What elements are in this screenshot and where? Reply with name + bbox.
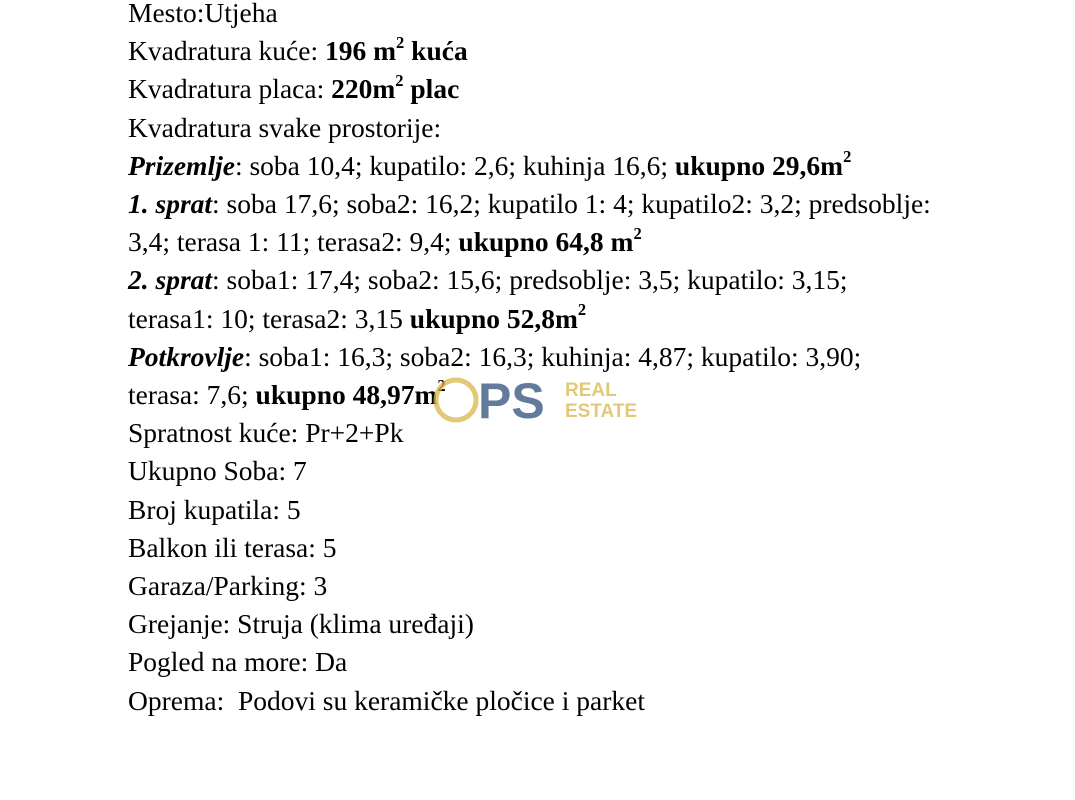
feature-sea-view: Pogled na more: Da bbox=[128, 646, 348, 678]
feature-floors: Spratnost kuće: Pr+2+Pk bbox=[128, 417, 404, 449]
floor-total-text: ukupno 52,8m bbox=[409, 302, 578, 334]
house-area-unit-exponent: 2 bbox=[396, 32, 405, 52]
house-area-suffix: kuća bbox=[404, 35, 468, 67]
floor-name: 2. sprat bbox=[128, 264, 213, 296]
floor-details: : soba1: 16,3; soba2: 16,3; kuhinja: 4,87; kupatilo: 3,90; terasa: 7,6; bbox=[128, 340, 862, 411]
feature-parking: Garaza/Parking: 3 bbox=[128, 570, 328, 602]
watermark-letters: PS bbox=[478, 373, 545, 428]
floor-ground bbox=[128, 147, 928, 185]
house-area-label: Kvadratura kuće: bbox=[128, 35, 325, 67]
floor-total-exponent: 2 bbox=[843, 147, 852, 167]
floor-attic bbox=[128, 338, 938, 414]
floor-total-exponent: 2 bbox=[437, 376, 446, 396]
floor-name: Prizemlje bbox=[128, 149, 235, 181]
floor-details: : soba 17,6; soba2: 16,2; kupatilo 1: 4; kupatilo2: 3,2; predsoblje: 3,4; terasa 1: 11; terasa2: 9,4; bbox=[128, 188, 931, 258]
floor-total-exponent: 2 bbox=[633, 223, 642, 243]
plot-area-line bbox=[128, 70, 1048, 108]
feature-heating: Grejanje: Struja (klima uređaji) bbox=[128, 608, 474, 640]
floor-first bbox=[128, 185, 943, 261]
house-area-value bbox=[325, 32, 468, 67]
house-area-line bbox=[128, 32, 1048, 70]
floor-total bbox=[458, 223, 642, 258]
location-label: Mesto: bbox=[128, 0, 205, 28]
rooms-heading: Kvadratura svake prostorije: bbox=[128, 111, 442, 143]
floor-name: 1. sprat bbox=[128, 188, 213, 220]
plot-area-suffix: plac bbox=[403, 73, 460, 105]
floor-total-text: ukupno 48,97m bbox=[255, 379, 438, 411]
floor-details: : soba1: 17,4; soba2: 15,6; predsoblje: 3,5; kupatilo: 3,15; terasa1: 10; terasa2: 3,15 bbox=[128, 264, 848, 334]
plot-area-value bbox=[331, 70, 460, 105]
house-area-number: 196 m bbox=[325, 35, 397, 67]
feature-bathrooms: Broj kupatila: 5 bbox=[128, 493, 301, 525]
feature-balconies: Balkon ili terasa: 5 bbox=[128, 531, 337, 563]
plot-area-label: Kvadratura placa: bbox=[128, 73, 332, 105]
floor-total bbox=[674, 147, 852, 181]
feature-rooms: Ukupno Soba: 7 bbox=[128, 455, 307, 487]
location-value: Utjeha bbox=[204, 0, 278, 28]
watermark-line1: REAL bbox=[565, 380, 617, 401]
plot-area-unit-exponent: 2 bbox=[395, 70, 404, 90]
floor-second bbox=[128, 261, 928, 337]
plot-area-number: 220m bbox=[331, 73, 396, 105]
floor-total bbox=[255, 376, 446, 411]
location-line bbox=[128, 0, 1048, 32]
floor-details: : soba 10,4; kupatilo: 2,6; kuhinja 16,6; bbox=[234, 149, 675, 181]
floor-total-exponent: 2 bbox=[577, 300, 587, 319]
floor-total-text: ukupno 64,8 m bbox=[458, 226, 634, 258]
floor-total-text: ukupno 29,6m bbox=[674, 149, 844, 181]
watermark-line2: ESTATE bbox=[565, 401, 638, 422]
floor-name: Potkrovlje bbox=[128, 340, 245, 372]
document-body bbox=[128, 0, 1048, 720]
floor-total bbox=[409, 300, 587, 334]
feature-equipment: Oprema: Podovi su keramičke pločice i parket bbox=[128, 684, 645, 716]
